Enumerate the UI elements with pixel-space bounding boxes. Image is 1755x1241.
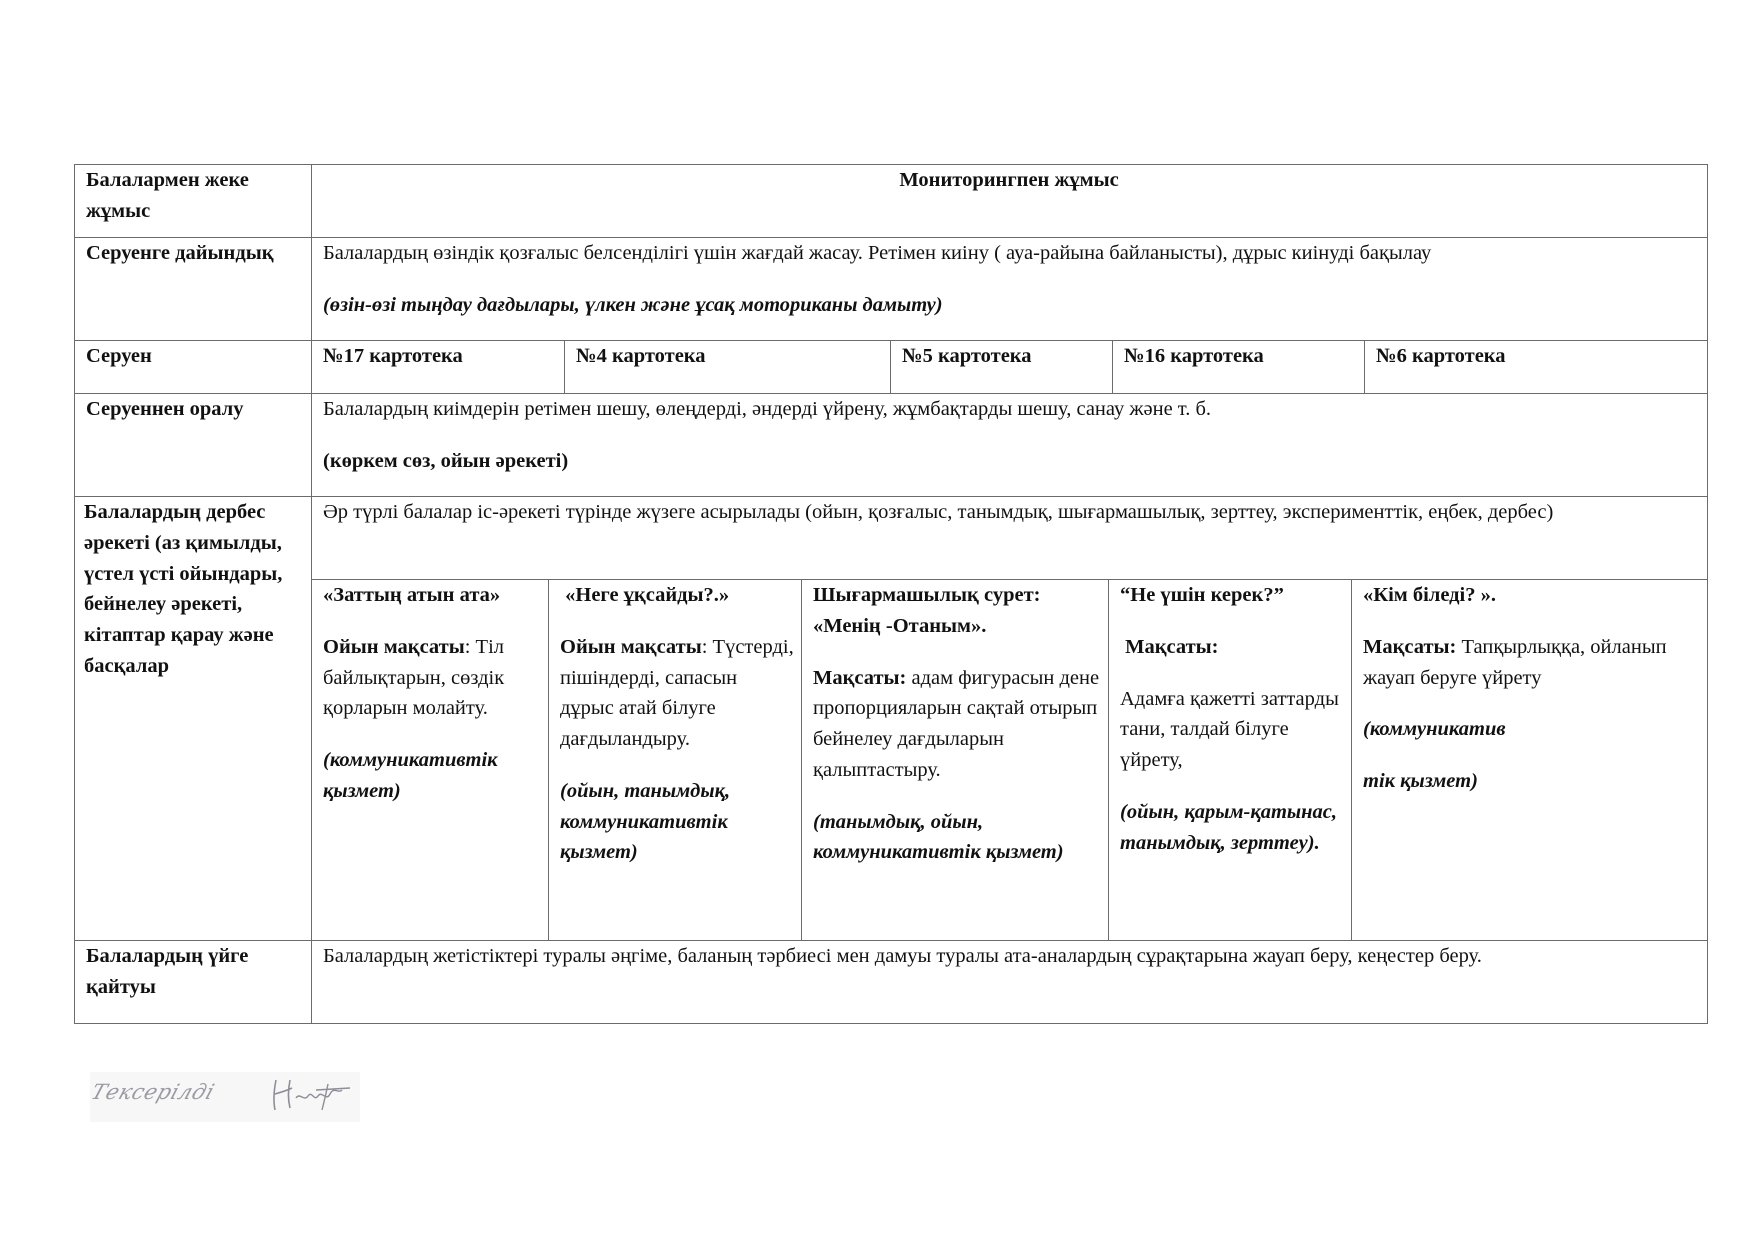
row-label-individual [86,165,301,237]
walk-card-cell [902,341,1106,391]
independent-intro-cell [323,497,1698,577]
walk-column-divider [1364,340,1365,393]
walk-card: №17 картотека [323,345,463,367]
independent-intro-text: Әр түрлі балалар іс-әрекеті түрінде жүзеге асырылады (ойын, қозғалыс, танымдық, шығармашылық, зерттеу, эксперименттік, еңбек, дербес) [323,501,1554,523]
game-goal-text: Тапқырлыққа, ойланып жауап беруге үйрету [1363,635,1667,689]
signature-label: Тексерілді [88,1080,218,1104]
signature-block [90,1072,360,1122]
table-border-bottom [74,1023,1708,1024]
walk-card-cell [323,341,558,391]
game-skills: (коммуникатив [1363,718,1506,741]
games-column-divider [548,579,549,940]
game-goal-text: : Түстерді, пішіндерді, сапасын дұрыс атай білуге дағдыландыру. [560,635,794,750]
games-column-divider [801,579,802,940]
game-goal-label: Ойын мақсаты [323,635,465,658]
table-border-left [74,164,75,1024]
game-title: “Не үшін керек?” [1120,584,1284,606]
game-skills: тік қызмет) [1363,770,1478,792]
row-label-text: Серуен [86,345,152,367]
home-cell [323,941,1698,1021]
daily-plan-table [74,164,1708,1024]
games-column-divider [1351,579,1352,940]
game-cell [1120,580,1345,938]
game-goal-text: Адамға қажетті заттарды тани, талдай білуге үйрету, [1120,687,1339,771]
label-column-divider [311,164,312,1024]
game-cell [560,580,795,938]
walk-column-divider [1112,340,1113,393]
game-goal-label: Ойын мақсаты [560,635,702,658]
game-skills: (ойын, қарым-қатынас, танымдық, зерттеу). [1120,800,1337,854]
walk-card: №6 картотека [1376,345,1506,367]
game-goal-label: Мақсаты: [1120,635,1219,658]
walk-card-cell [1376,341,1701,391]
game-goal-text: : Тіл байлықтарын, сөздік қорларын молайту. [323,635,505,720]
game-title: «Кім біледі? ». [1363,584,1496,606]
game-goal-label: Мақсаты: [1363,635,1457,658]
walk-prep-skills: (өзін-өзі тыңдау дағдылары, үлкен және ұсақ моториканы дамыту) [323,293,943,316]
walk-column-divider [890,340,891,393]
row-label-home [86,941,301,1021]
game-goal-text: адам фигурасын дене пропорцияларын сақтай отырып бейнелеу дағдыларын қалыптастыру. [813,666,1100,781]
games-column-divider [1108,579,1109,940]
signature-mark [268,1072,358,1114]
row-label-independent [80,497,306,937]
walk-card: №5 картотека [902,345,1032,367]
game-skills: (ойын, танымдық, коммуникативтік қызмет) [560,779,731,864]
game-goal [1363,632,1701,694]
walk-prep-text: Балалардың өзіндік қозғалыс белсенділігі үшін жағдай жасау. Ретімен киіну ( ауа-райына байланысты), дұрыс киінуді бақылау [323,242,1432,264]
home-text: Балалардың жетістіктері туралы әңгіме, баланың тәрбиесі мен дамуы туралы ата-аналардың сұрақтарына жауап беру, кеңестер беру. [323,945,1482,967]
game-title: «Заттың атын ата» [323,584,501,606]
walk-card-cell [1124,341,1358,391]
row-label-text: Балалардың үйге қайтуы [86,945,249,998]
table-border-right [1707,164,1708,1024]
row-label-walk-prep [86,238,306,338]
game-goal-label: Мақсаты: [813,666,907,689]
game-goal [813,663,1103,786]
game-goal [323,632,541,724]
game-title: «Неге ұқсайды?.» [560,584,730,606]
game-cell [323,580,541,938]
row-label-walk [86,341,301,391]
row-label-text: Серуенге дайындық [86,242,274,264]
monitoring-title: Мониторингпен жұмыс [899,169,1119,191]
game-skills: (танымдық, ойын, коммуникативтік қызмет) [813,810,1064,864]
walk-card: №16 картотека [1124,345,1264,367]
game-title: Шығармашылық сурет: «Менің -Отаным». [813,584,1041,637]
walk-column-divider [564,340,565,393]
walk-card: №4 картотека [576,345,706,367]
return-cell [323,394,1698,494]
game-cell [1363,580,1701,938]
row-label-return [86,394,306,494]
walk-card-cell [576,341,884,391]
game-goal [560,632,795,755]
monitoring-cell [324,165,1694,237]
game-skills: (коммуникативтік қызмет) [323,749,498,802]
return-text: Балалардың киімдерін ретімен шешу, өлеңдерді, әндерді үйрену, жұмбақтарды шешу, санау және т. б. [323,398,1212,420]
walk-prep-cell [323,238,1698,338]
row-label-text: Балалармен жеке жұмыс [86,169,249,222]
return-skills: (көркем сөз, ойын әрекеті) [323,449,569,472]
game-cell [813,580,1103,938]
row-label-text: Балалардың дербес әрекеті (аз қимылды, үстел үсті ойындары, бейнелеу әрекеті, кітаптар қарау және басқалар [84,501,283,677]
row-label-text: Серуеннен оралу [86,398,244,420]
